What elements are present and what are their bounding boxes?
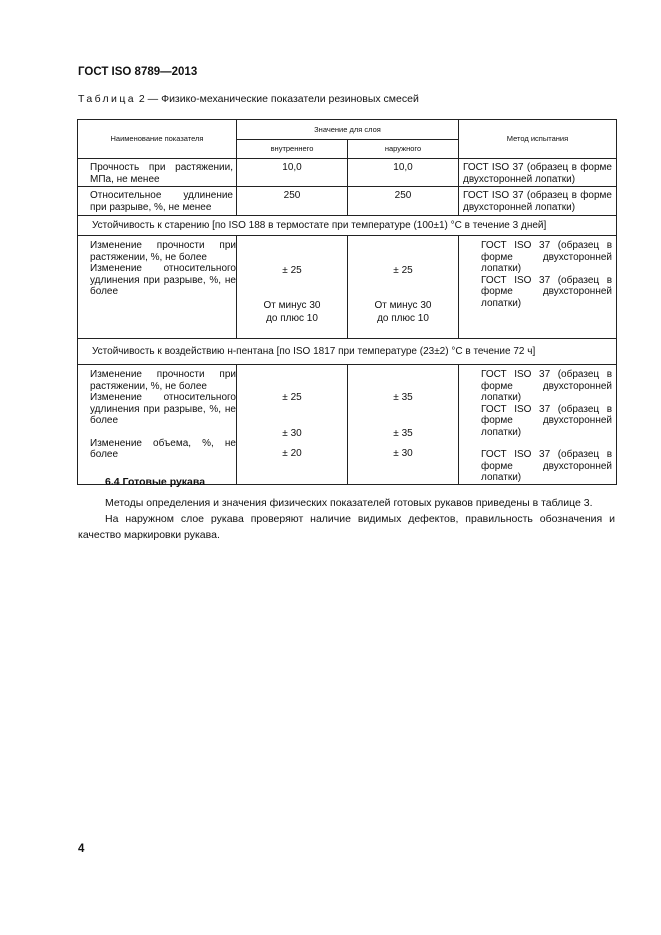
table-caption-number: 2 — [138, 93, 145, 105]
table-row — [78, 187, 617, 216]
pentane-inner-values — [237, 365, 348, 485]
aging-row — [78, 236, 617, 339]
pentane-section-row — [78, 339, 617, 365]
pentane-inner-volume: ± 20 — [282, 448, 302, 459]
aging-outer-elongation-to: до плюс 10 — [377, 313, 429, 324]
pentane-method-volume: ГОСТ ISO 37 (образец в форме двухсторонней лопатки) — [481, 449, 612, 483]
pentane-inner-strength: ± 25 — [282, 392, 302, 403]
header-outer: наружного — [348, 140, 459, 159]
aging-methods — [459, 236, 617, 339]
pentane-outer-values — [348, 365, 459, 485]
pentane-method-strength: ГОСТ ISO 37 (образец в форме двухсторонней лопатки) — [481, 369, 612, 403]
pentane-section-title: Устойчивость к воздействию н-пентана [по ISO 1817 при температуре (23±2) °С в течение 72 ч] — [78, 339, 617, 365]
pentane-name-volume: Изменение объема, %, не более — [90, 437, 236, 460]
pentane-name-elongation: Изменение относительного удлинения при разрыве, %, не более — [90, 392, 236, 426]
table-caption-title: — Физико-механические показатели резиновых смесей — [144, 93, 419, 105]
aging-method-strength: ГОСТ ISO 37 (образец в форме двухсторонней лопатки) — [481, 240, 612, 274]
aging-inner-strength: ± 25 — [282, 265, 302, 276]
pentane-row — [78, 365, 617, 485]
row-name: Прочность при растяжении, МПа, не менее — [78, 159, 237, 187]
table-header-row — [78, 120, 617, 140]
document-header: ГОСТ ISO 8789—2013 — [78, 66, 198, 78]
section-title: 6.4 Готовые рукава — [105, 476, 206, 488]
aging-inner-elongation-from: От минус 30 — [263, 299, 321, 311]
row-outer-value: 10,0 — [348, 159, 459, 187]
pentane-methods — [459, 365, 617, 485]
properties-table — [77, 119, 617, 485]
table-row — [78, 159, 617, 187]
header-method: Метод испытания — [459, 120, 617, 159]
table-caption-label: Таблица — [78, 93, 136, 105]
table-caption — [78, 93, 419, 105]
aging-outer-elongation-from: От минус 30 — [374, 299, 432, 311]
row-name: Относительное удлинение при разрыве, %, не менее — [78, 187, 237, 216]
paragraph: На наружном слое рукава проверяют наличие видимых дефектов, правильность обозначения и качество маркировки рукава. — [78, 513, 615, 541]
row-method: ГОСТ ISO 37 (образец в форме двухсторонней лопатки) — [459, 187, 617, 216]
pentane-outer-volume: ± 30 — [393, 448, 413, 459]
aging-section-title: Устойчивость к старению [по ISO 188 в термостате при температуре (100±1) °С в течение 3 дней] — [78, 216, 617, 236]
aging-outer-values — [348, 236, 459, 339]
row-method: ГОСТ ISO 37 (образец в форме двухсторонней лопатки) — [459, 159, 617, 187]
aging-outer-strength: ± 25 — [393, 265, 413, 276]
aging-inner-elongation-to: до плюс 10 — [266, 313, 318, 324]
header-inner: внутреннего — [237, 140, 348, 159]
section-body — [78, 495, 615, 543]
pentane-method-elongation: ГОСТ ISO 37 (образец в форме двухсторонней лопатки) — [481, 403, 612, 438]
header-value: Значение для слоя — [237, 120, 459, 140]
header-name: Наименование показателя — [78, 120, 237, 159]
aging-name-elongation: Изменение относительного удлинения при разрыве, %, не более — [90, 263, 236, 297]
pentane-outer-strength: ± 35 — [393, 392, 413, 403]
aging-method-elongation: ГОСТ ISO 37 (образец в форме двухсторонней лопатки) — [481, 274, 612, 309]
paragraph: Методы определения и значения физических показателей готовых рукавов приведены в таблице 3. — [105, 497, 593, 509]
aging-inner-values — [237, 236, 348, 339]
pentane-outer-elongation: ± 35 — [393, 427, 413, 439]
aging-section-row — [78, 216, 617, 236]
row-outer-value: 250 — [348, 187, 459, 216]
row-inner-value: 10,0 — [237, 159, 348, 187]
aging-names — [78, 236, 237, 339]
page-number: 4 — [78, 843, 85, 855]
pentane-names — [78, 365, 237, 485]
aging-name-strength: Изменение прочности при растяжении, %, не более — [90, 240, 236, 263]
row-inner-value: 250 — [237, 187, 348, 216]
pentane-inner-elongation: ± 30 — [282, 427, 302, 439]
pentane-name-strength: Изменение прочности при растяжении, %, не более — [90, 369, 236, 392]
